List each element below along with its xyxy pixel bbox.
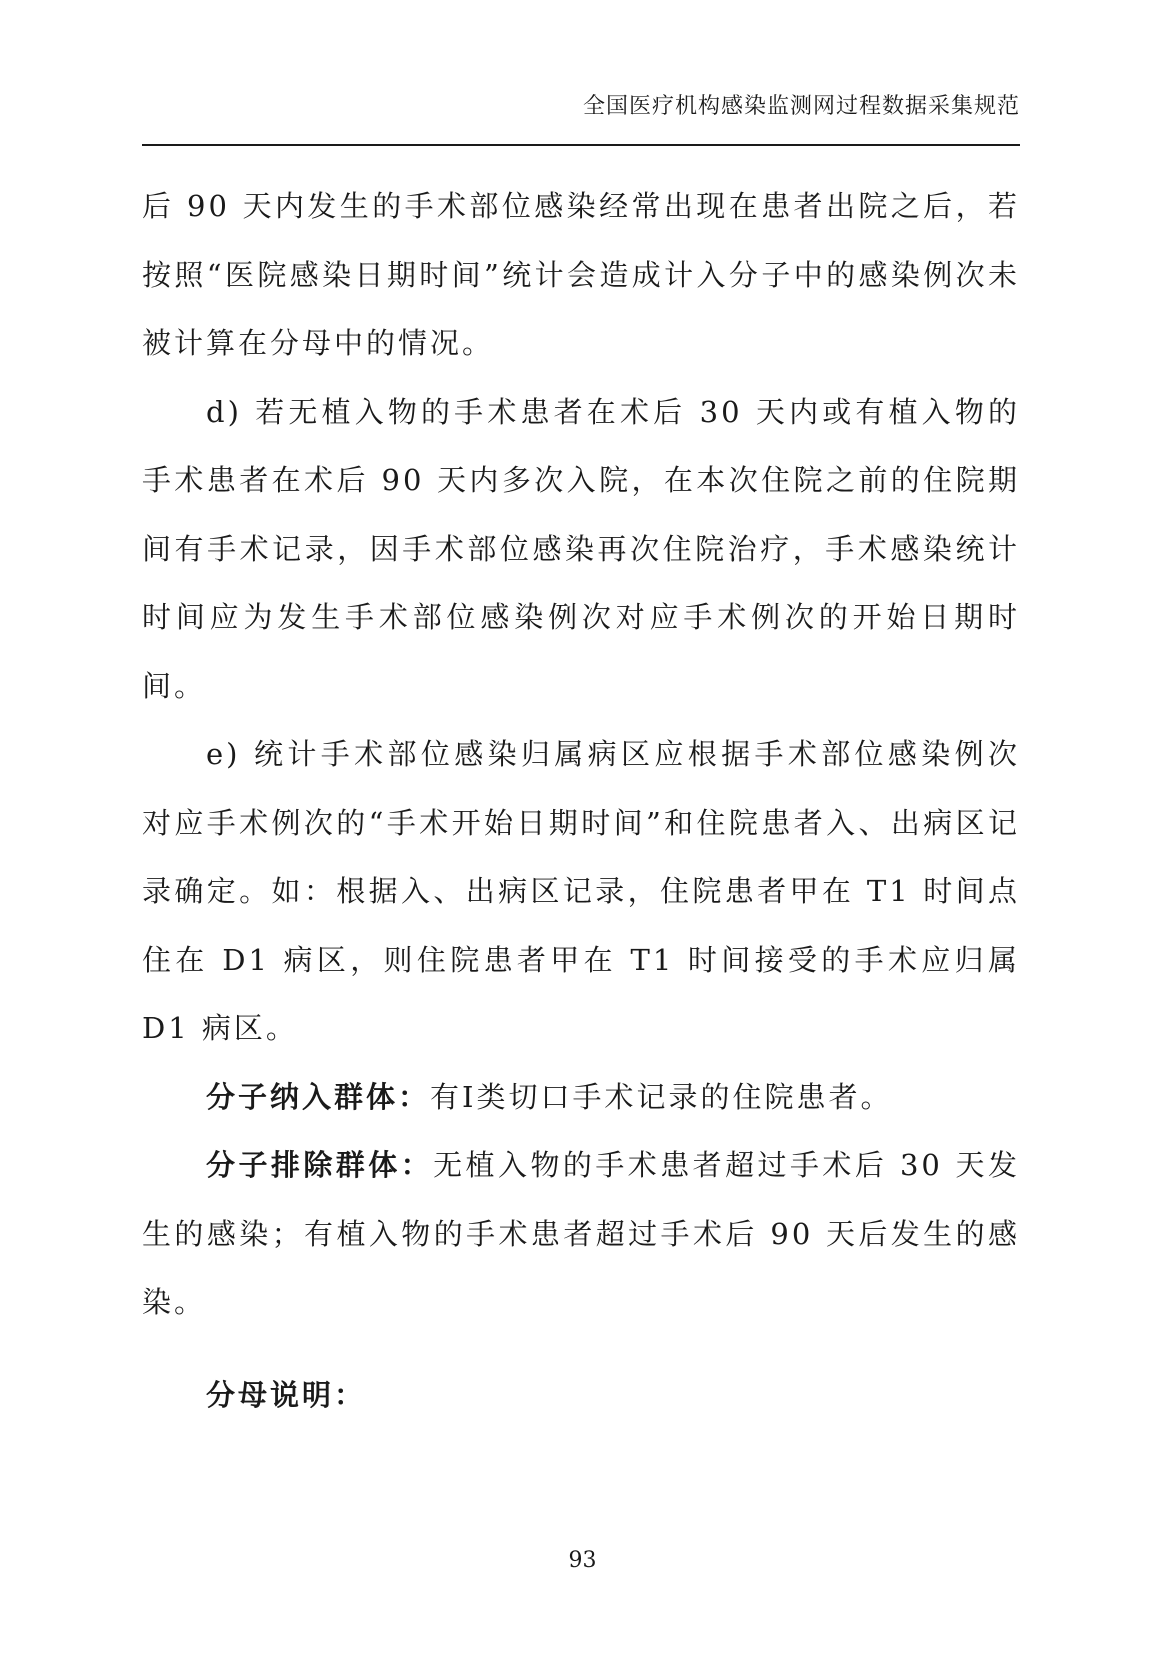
paragraph-continuation: 后 90 天内发生的手术部位感染经常出现在患者出院之后，若按照“医院感染日期时间”统计会造成计入分子中的感染例次未被计算在分母中的情况。 [142,189,1020,360]
section-spacer [142,1337,1020,1361]
document-body [142,172,1020,1429]
numerator-inclusion-text: 有I类切口手术记录的住院患者。 [430,1079,893,1114]
numerator-exclusion-text: 无植入物的手术患者超过手术后 30 天发生的感染；有植入物的手术患者超过手术后 90 天后发生的感染。 [142,1148,1020,1319]
paragraph-denominator-heading [142,1361,1020,1430]
paragraph-item-e: e) 统计手术部位感染归属病区应根据手术部位感染例次对应手术例次的“手术开始日期时间”和住院患者入、出病区记录确定。如：根据入、出病区记录，住院患者甲在 T1 时间点住在 D1 病区，则住院患者甲在 T1 时间接受的手术应归属 D1 病区。 [142,737,1020,1045]
paragraph-numerator-inclusion [142,1063,1020,1132]
running-header: 全国医疗机构感染监测网过程数据采集规范 [582,94,1020,119]
term-numerator-exclusion: 分子排除群体： [206,1148,434,1182]
page-number: 93 [568,1548,597,1573]
header-divider [142,144,1020,146]
term-denominator: 分母说明： [206,1377,367,1412]
term-numerator-inclusion: 分子纳入群体： [206,1079,431,1114]
paragraph-item-d: d) 若无植入物的手术患者在术后 30 天内或有植入物的手术患者在术后 90 天内多次入院，在本次住院之前的住院期间有手术记录，因手术部位感染再次住院治疗，手术感染统计时间应为发生手术部位感染例次对应手术例次的开始日期时间。 [142,394,1020,703]
paragraph-numerator-exclusion [142,1131,1020,1337]
